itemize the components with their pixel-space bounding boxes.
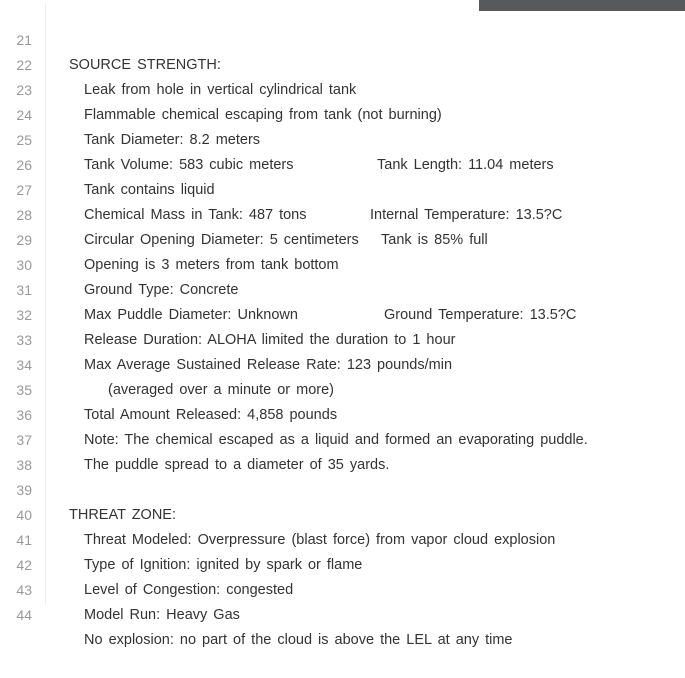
line-number: 28 xyxy=(16,207,32,223)
line-number: 27 xyxy=(16,182,32,198)
line-text: Release Duration: ALOHA limited the duration to 1 hour xyxy=(84,332,456,348)
line-text-second-column: Tank is 85% full xyxy=(381,232,488,248)
line-text: The puddle spread to a diameter of 35 yards. xyxy=(84,457,390,473)
line-text-second-column: Tank Length: 11.04 meters xyxy=(377,157,554,173)
line-number: 34 xyxy=(16,357,32,373)
line-number: 40 xyxy=(16,507,32,523)
line-number: 26 xyxy=(16,157,32,173)
line-number: 44 xyxy=(16,607,32,623)
line-text: Note: The chemical escaped as a liquid and formed an evaporating puddle. xyxy=(84,432,588,448)
line-text: Max Puddle Diameter: Unknown xyxy=(84,307,298,323)
line-number: 23 xyxy=(16,82,32,98)
line-text: (averaged over a minute or more) xyxy=(108,382,334,398)
line-number: 22 xyxy=(16,57,32,73)
line-text: Chemical Mass in Tank: 487 tons xyxy=(84,207,307,223)
line-number: 37 xyxy=(16,432,32,448)
line-number: 43 xyxy=(16,582,32,598)
line-text: Flammable chemical escaping from tank (not burning) xyxy=(84,107,442,123)
line-number: 25 xyxy=(16,132,32,148)
text-editor[interactable] xyxy=(0,3,685,648)
line-number: 21 xyxy=(16,32,32,48)
line-text: Level of Congestion: congested xyxy=(84,582,294,598)
line-number: 35 xyxy=(16,382,32,398)
line-text: Threat Modeled: Overpressure (blast force) from vapor cloud explosion xyxy=(84,532,556,548)
line-text: Tank contains liquid xyxy=(84,182,215,198)
line-text: Opening is 3 meters from tank bottom xyxy=(84,257,339,273)
line-number: 30 xyxy=(16,257,32,273)
line-number: 42 xyxy=(16,557,32,573)
line-text: Leak from hole in vertical cylindrical tank xyxy=(84,82,357,98)
line-text: SOURCE STRENGTH: xyxy=(69,57,221,73)
line-text: Circular Opening Diameter: 5 centimeters xyxy=(84,232,359,248)
line-number: 29 xyxy=(16,232,32,248)
line-text: Tank Volume: 583 cubic meters xyxy=(84,157,294,173)
line-text: No explosion: no part of the cloud is above the LEL at any time xyxy=(84,632,513,648)
line-number: 33 xyxy=(16,332,32,348)
line-number: 31 xyxy=(16,282,32,298)
line-text: Model Run: Heavy Gas xyxy=(84,607,240,623)
line-text: Total Amount Released: 4,858 pounds xyxy=(84,407,338,423)
line-text-second-column: Ground Temperature: 13.5?C xyxy=(384,307,577,323)
line-number: 39 xyxy=(16,482,32,498)
line-number: 41 xyxy=(16,532,32,548)
line-number: 32 xyxy=(16,307,32,323)
line-text-second-column: Internal Temperature: 13.5?C xyxy=(370,207,563,223)
line-number: 38 xyxy=(16,457,32,473)
line-number: 24 xyxy=(16,107,32,123)
line-number: 36 xyxy=(16,407,32,423)
line-text: Ground Type: Concrete xyxy=(84,282,239,298)
line-text: Tank Diameter: 8.2 meters xyxy=(84,132,261,148)
line-text: Max Average Sustained Release Rate: 123 pounds/min xyxy=(84,357,453,373)
line-text: THREAT ZONE: xyxy=(69,507,176,523)
line-text: Type of Ignition: ignited by spark or flame xyxy=(84,557,363,573)
